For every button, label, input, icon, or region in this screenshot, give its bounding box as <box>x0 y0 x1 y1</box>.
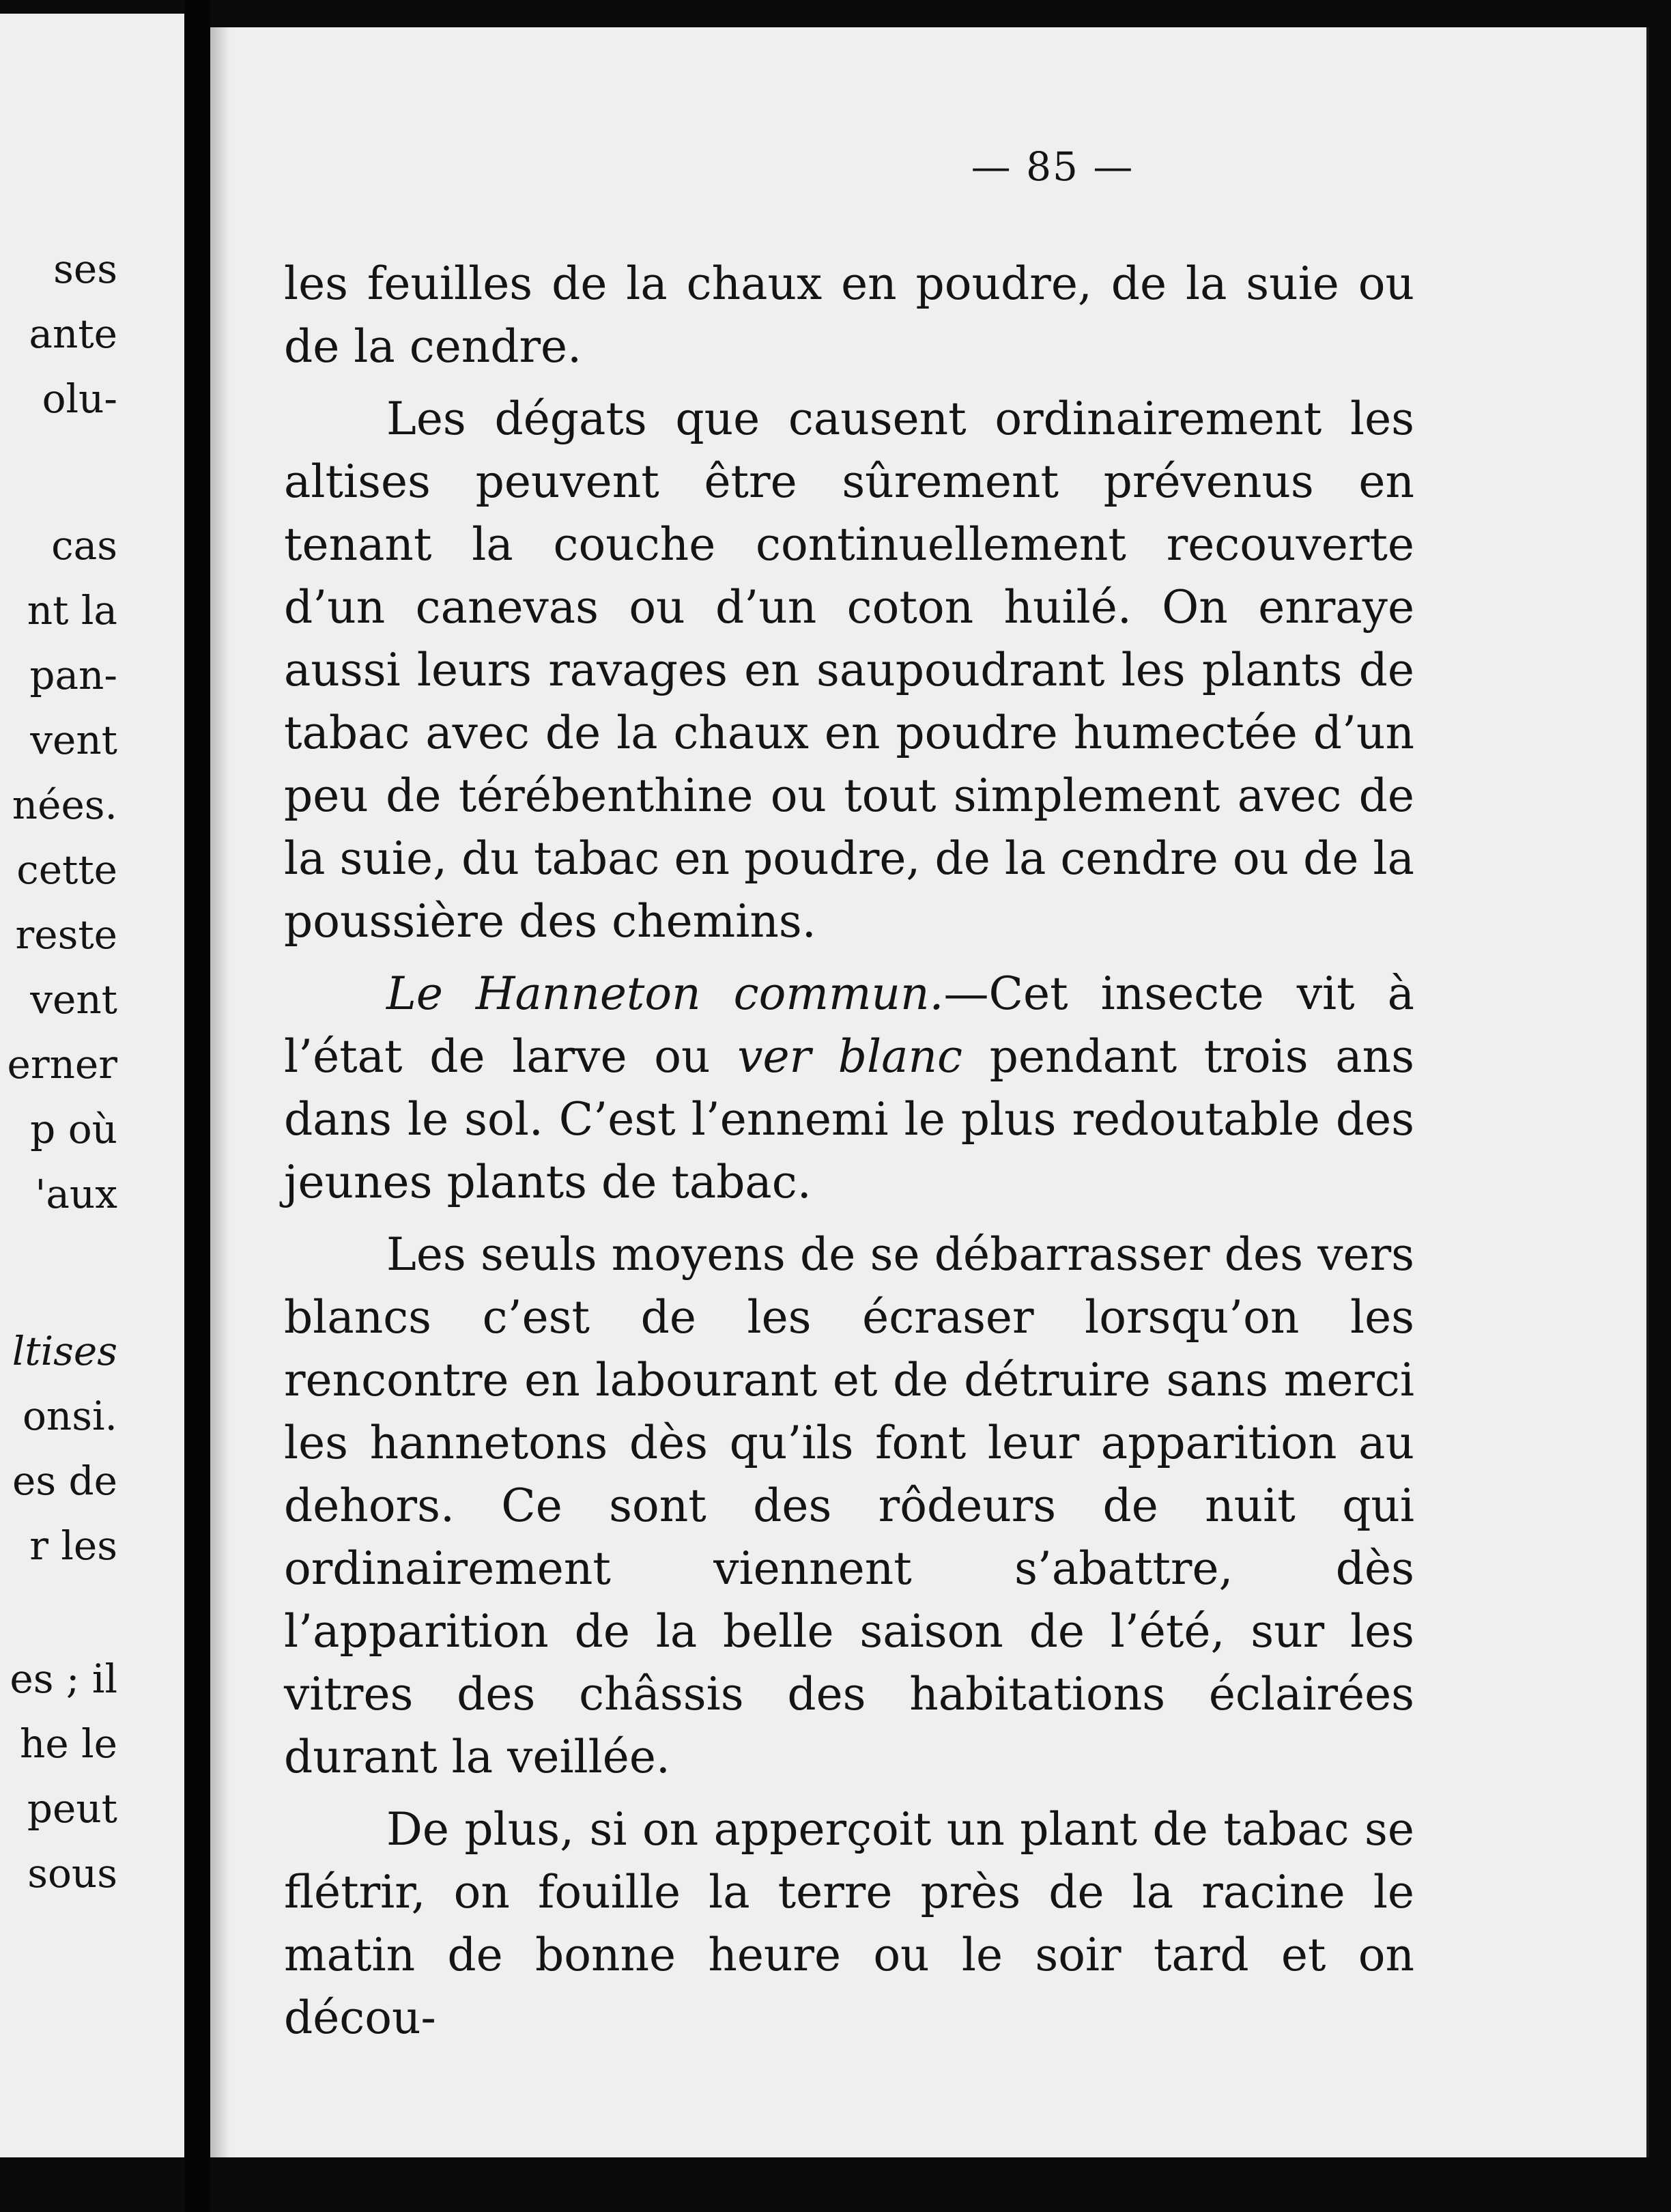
left-page-line: vent <box>30 976 117 1023</box>
section-heading-hanneton: Le Hanneton commun. <box>386 967 944 1020</box>
paragraph-2: Les dégats que causent ordinairement les altises peuvent être sûrement prévenus en tenant la couche continuellement recouverte d’un canevas ou d’un coton huilé. On enraye aussi leurs ravages en saupoudrant les plants de tabac avec de la chaux en poudre humectée d’un peu de térébenthine ou tout simplement avec de la suie, du tabac en poudre, de la cendre ou de la poussière des chemins. <box>284 393 1414 948</box>
left-page-line: onsi. <box>22 1393 117 1439</box>
left-page-line: ltises <box>12 1328 117 1374</box>
paragraph-3-text-b: pendant trois ans dans le sol. C’est l’ennemi le plus redoutable des jeunes plants de tabac. <box>284 1030 1414 1208</box>
left-page-line: cas <box>51 522 117 569</box>
left-page-line: nées. <box>12 782 117 828</box>
paragraph-3 <box>284 963 1414 1214</box>
body-text <box>284 253 1414 2050</box>
page-number: — 85 — <box>971 143 1134 190</box>
left-page-line: reste <box>15 911 117 958</box>
left-page-fragment <box>0 14 184 2157</box>
left-page-text-fragments <box>0 14 184 2157</box>
left-page-line: erner <box>7 1041 117 1088</box>
left-page-line: he le <box>20 1720 117 1767</box>
left-page-line: ante <box>29 311 117 357</box>
book-gutter <box>184 0 210 2212</box>
left-page-line: vent <box>30 717 117 763</box>
paragraph-3-text-a: —Cet insecte vit à l’état de larve ou <box>284 967 1415 1083</box>
left-page-line: nt la <box>27 587 117 634</box>
left-page-line: es de <box>12 1458 117 1504</box>
left-page-line: 'aux <box>35 1171 117 1217</box>
paragraph-5: De plus, si on apperçoit un plant de tabac se flétrir, on fouille la terre près de la racine le matin de bonne heure ou le soir tard et on décou- <box>284 1803 1414 2044</box>
left-page-line: cette <box>16 847 117 893</box>
paragraph-1: les feuilles de la chaux en poudre, de la suie ou de la cendre. <box>284 257 1414 373</box>
left-page-line: pan- <box>29 652 117 698</box>
page-edge-shadow <box>210 27 231 2157</box>
left-page-line: olu- <box>42 375 117 422</box>
left-page-line: ses <box>53 246 117 292</box>
left-page-line: p où <box>30 1106 117 1152</box>
italic-term-ver-blanc: ver blanc <box>737 1030 962 1083</box>
left-page-line: sous <box>27 1850 117 1897</box>
left-page-line: peut <box>27 1785 117 1832</box>
right-page <box>210 27 1649 2157</box>
left-page-line: es ; il <box>10 1656 117 1702</box>
paragraph-4: Les seuls moyens de se débarrasser des vers blancs c’est de les écraser lorsqu’on les rencontre en labourant et de détruire sans merci les hannetons dès qu’ils font leur apparition au dehors. Ce sont des rôdeurs de nuit qui ordinairement viennent s’abattre, dès l’apparition de la belle saison de l’été, sur les vitres des châssis des habitations éclairées durant la veillée. <box>284 1228 1414 1783</box>
left-page-line: r les <box>29 1522 117 1569</box>
